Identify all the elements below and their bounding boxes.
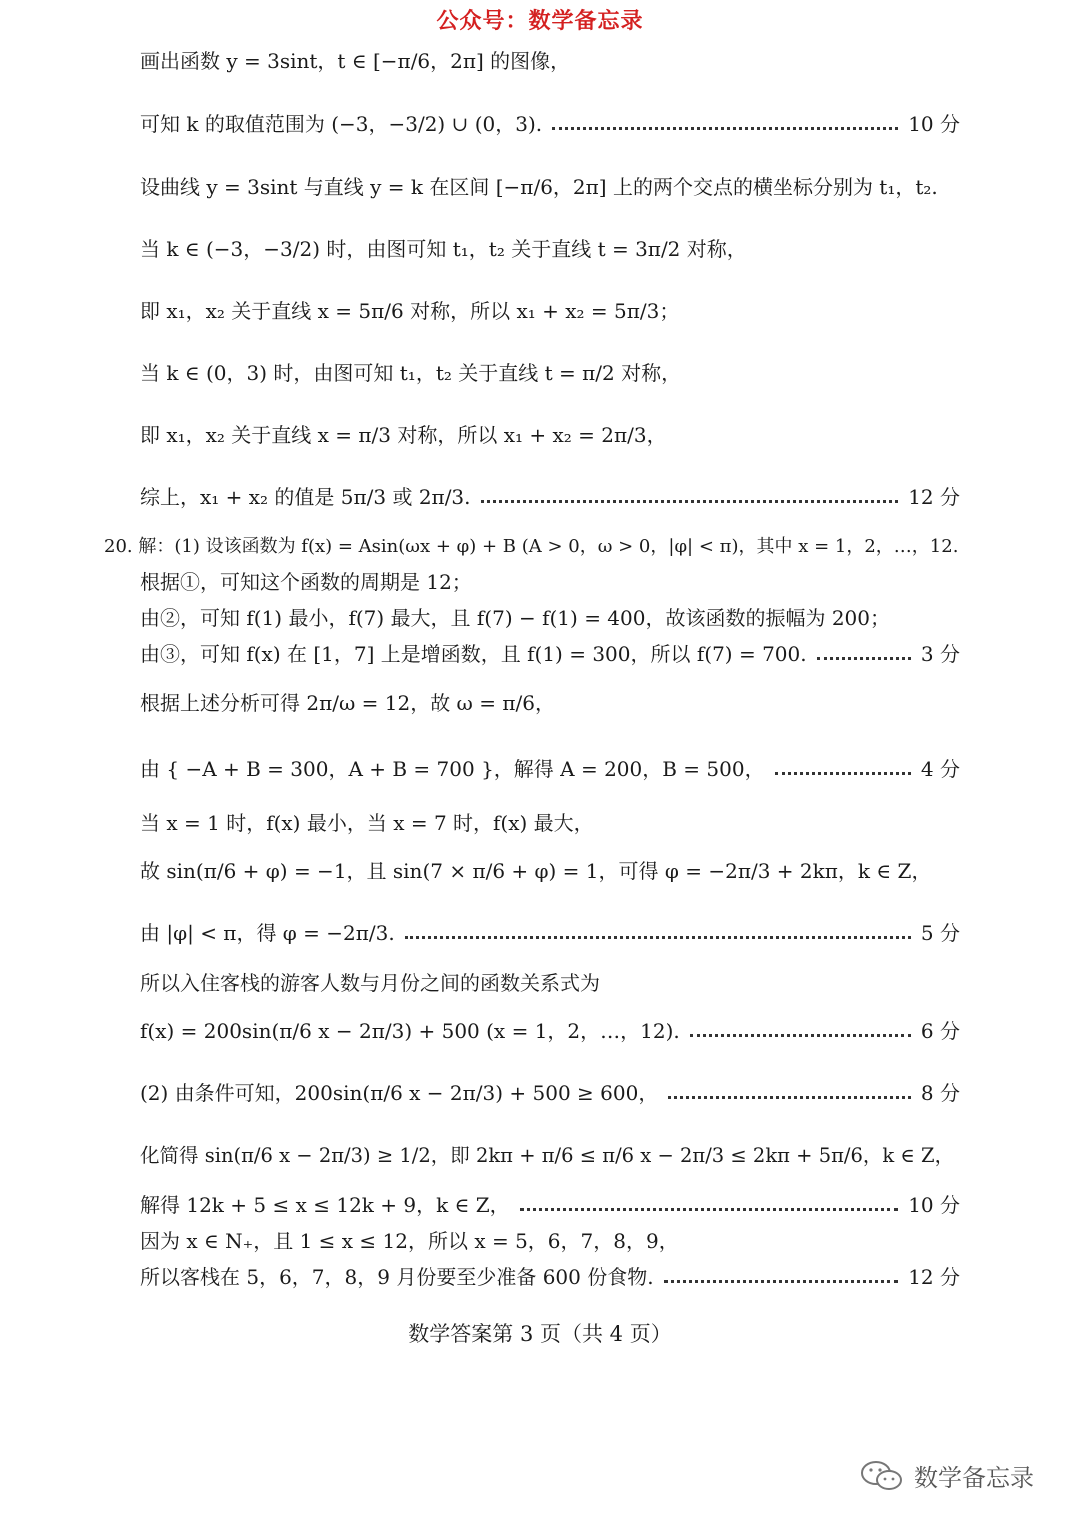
page-footer: 数学答案第 3 页（共 4 页）: [408, 1322, 672, 1346]
score-mark: 10 分: [908, 112, 960, 136]
header-watermark: 公众号：数学备忘录: [436, 9, 644, 34]
solution-line: 即 x₁，x₂ 关于直线 x = π/3 对称，所以 x₁ + x₂ = 2π/3，: [140, 423, 667, 447]
solution-line: 画出函数 y = 3sint，t ∈ [−π/6，2π] 的图像，: [140, 49, 571, 73]
solution-line: 当 k ∈ (−3，−3/2) 时，由图可知 t₁，t₂ 关于直线 t = 3π/2 对称，: [140, 237, 747, 261]
solution-line: 所以入住客栈的游客人数与月份之间的函数关系式为: [140, 971, 600, 995]
solution-line: 由③，可知 f(x) 在 [1，7] 上是增函数，且 f(1) = 300，所以 f(7) = 700. 3 分: [140, 642, 960, 666]
solution-line: 即 x₁，x₂ 关于直线 x = 5π/6 对称，所以 x₁ + x₂ = 5π/3；: [140, 299, 680, 323]
score-leader: [520, 1208, 899, 1211]
solution-line: 因为 x ∈ N₊，且 1 ≤ x ≤ 12，所以 x = 5，6，7，8，9，: [140, 1229, 679, 1253]
wechat-label: 数学备忘录: [914, 1464, 1034, 1492]
score-mark: 4 分: [920, 757, 960, 781]
score-leader: [775, 772, 911, 775]
score-leader: [668, 1096, 911, 1099]
score-mark: 6 分: [920, 1019, 960, 1043]
score-leader: [552, 127, 898, 130]
solution-line: 由 |φ| < π，得 φ = −2π/3. 5 分: [140, 921, 960, 945]
solution-line: 根据上述分析可得 2π/ω = 12，故 ω = π/6，: [140, 691, 555, 715]
score-leader: [664, 1280, 899, 1283]
solution-line: 由 { −A + B = 300，A + B = 700 }，解得 A = 200，B = 500， 4 分: [140, 757, 960, 781]
solution-line: 所以客栈在 5，6，7，8，9 月份要至少准备 600 份食物. 12 分: [140, 1265, 960, 1289]
solution-line: 可知 k 的取值范围为 (−3，−3/2) ∪ (0，3). 10 分: [140, 112, 960, 136]
solution-line: f(x) = 200sin(π/6 x − 2π/3) + 500 (x = 1，2，…，12). 6 分: [140, 1019, 960, 1043]
score-leader: [817, 657, 911, 660]
score-mark: 3 分: [920, 642, 960, 666]
score-mark: 10 分: [908, 1193, 960, 1217]
solution-line: 当 k ∈ (0，3) 时，由图可知 t₁，t₂ 关于直线 t = π/2 对称，: [140, 361, 682, 385]
score-leader: [405, 936, 911, 939]
problem-20-heading: 20. 解：(1) 设该函数为 f(x) = Asin(ωx + φ) + B (A > 0，ω > 0，|φ| < π)，其中 x = 1，2，…，12.: [104, 536, 959, 557]
wechat-icon: [858, 1459, 906, 1493]
solution-line: 由②，可知 f(1) 最小，f(7) 最大，且 f(7) − f(1) = 400，故该函数的振幅为 200；: [140, 606, 891, 630]
score-leader: [690, 1034, 911, 1037]
solution-line: 根据①，可知这个函数的周期是 12；: [140, 570, 472, 594]
wechat-watermark: [858, 1458, 1034, 1493]
solution-line: 解得 12k + 5 ≤ x ≤ 12k + 9，k ∈ Z， 10 分: [140, 1193, 960, 1217]
solution-line: 故 sin(π/6 + φ) = −1，且 sin(7 × π/6 + φ) = 1，可得 φ = −2π/3 + 2kπ，k ∈ Z，: [140, 859, 932, 883]
solution-line: 当 x = 1 时，f(x) 最小，当 x = 7 时，f(x) 最大，: [140, 811, 594, 835]
score-mark: 12 分: [908, 1265, 960, 1289]
solution-line: 综上，x₁ + x₂ 的值是 5π/3 或 2π/3. 12 分: [140, 485, 960, 509]
score-mark: 12 分: [908, 485, 960, 509]
solution-line: (2) 由条件可知，200sin(π/6 x − 2π/3) + 500 ≥ 600， 8 分: [140, 1081, 960, 1105]
solution-line: 设曲线 y = 3sint 与直线 y = k 在区间 [−π/6，2π] 上的两个交点的横坐标分别为 t₁，t₂.: [140, 175, 938, 199]
score-mark: 8 分: [920, 1081, 960, 1105]
score-leader: [481, 500, 899, 503]
solution-line: 化简得 sin(π/6 x − 2π/3) ≥ 1/2，即 2kπ + π/6 ≤ π/6 x − 2π/3 ≤ 2kπ + 5π/6，k ∈ Z，: [140, 1144, 955, 1167]
score-mark: 5 分: [920, 921, 960, 945]
